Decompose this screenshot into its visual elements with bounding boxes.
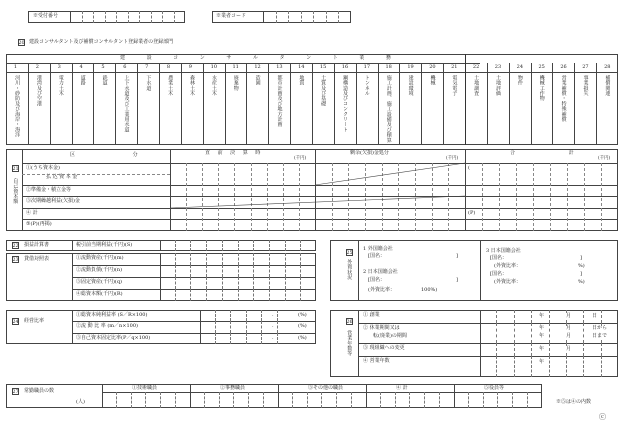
business-label-20[interactable]: 機械 bbox=[429, 75, 436, 86]
foreign-item-3-bracket-1: ] bbox=[580, 255, 582, 261]
capital-prev-header: 直 前 決 算 時 bbox=[205, 150, 264, 156]
business-label-6[interactable]: 上下水道及び工業用水道 bbox=[123, 75, 130, 133]
business-label-19[interactable]: 建設環境 bbox=[407, 75, 414, 96]
business-label-8[interactable]: 農業土木 bbox=[167, 75, 174, 96]
business-table-title: 建 設 コ ン サ ル タ ン ト 業 務 bbox=[120, 55, 401, 61]
foreign-item-2: 2 日本国籍会社 bbox=[363, 269, 398, 275]
years-item-4: ④ 営業年数 bbox=[363, 358, 390, 364]
capital-prev-unit: (千円) bbox=[294, 156, 307, 161]
ratio-unit-2: (%) bbox=[298, 334, 307, 341]
staff-col-0: ①技術職員 bbox=[132, 385, 158, 391]
business-number-21: 21 bbox=[451, 64, 458, 70]
business-number-28: 28 bbox=[604, 64, 611, 70]
foreign-item-1: 1 外国籍会社 bbox=[363, 246, 393, 252]
section-24-number: 24 bbox=[12, 318, 19, 325]
balance-item-3: ④総資本額(千円)(R) bbox=[76, 291, 123, 297]
business-label-23[interactable]: 土地評価 bbox=[495, 75, 502, 96]
staff-label: 常勤職員の数 bbox=[24, 388, 55, 394]
capital-surplus-header: 剰余(欠損)金処分 bbox=[350, 150, 389, 156]
business-label-15[interactable]: 土質及び基礎 bbox=[320, 75, 327, 107]
business-number-5: 5 bbox=[101, 64, 105, 70]
business-number-15: 15 bbox=[319, 64, 327, 70]
staff-value-0[interactable] bbox=[102, 392, 190, 408]
profit-value-cells[interactable] bbox=[160, 240, 316, 251]
receipt-label-text: ※受付番号 bbox=[33, 13, 59, 19]
ratio-value-2[interactable] bbox=[200, 333, 292, 344]
business-number-1: 1 bbox=[13, 64, 18, 70]
business-number-17: 17 bbox=[363, 64, 371, 70]
staff-unit: (人) bbox=[76, 399, 85, 405]
business-number-13: 13 bbox=[276, 64, 283, 70]
capital-kubun-header: 区 分 bbox=[70, 152, 166, 158]
balance-label: 貸借対照表 bbox=[24, 256, 50, 262]
years-year-1b: 年 bbox=[539, 333, 545, 339]
section-21-number: 21 bbox=[12, 165, 19, 172]
capital-row-label-0: ①(うち資本金) bbox=[26, 165, 60, 171]
business-label-24[interactable]: 物件 bbox=[516, 75, 523, 86]
years-to-1: 日まで bbox=[592, 333, 608, 339]
years-month-2: 月 bbox=[566, 346, 572, 352]
ratio-item-2: ③自己資本固定比率(P／q×100) bbox=[76, 334, 151, 341]
business-number-10: 10 bbox=[210, 64, 218, 70]
staff-col-4: ⑤役員等 bbox=[484, 385, 505, 391]
foreign-item-3-bracket-2: ] bbox=[580, 271, 582, 277]
business-number-18: 18 bbox=[385, 64, 392, 70]
business-number-14: 14 bbox=[298, 64, 305, 70]
years-item-0: ① 創業 bbox=[363, 312, 380, 318]
business-number-16: 16 bbox=[341, 64, 349, 70]
section-27-number: 27 bbox=[12, 388, 19, 395]
years-item-1: ② 休業期間又は bbox=[363, 325, 400, 331]
foreign-item-3: 3 日本国籍会社 bbox=[486, 248, 521, 254]
business-label-25[interactable]: 機械工作物 bbox=[538, 75, 545, 101]
years-item-3: ③ 現組織への変更 bbox=[363, 345, 405, 351]
ratio-dot-2: . bbox=[272, 334, 274, 341]
capital-row-label-3: ③次期繰越利益(欠損)金 bbox=[26, 198, 80, 204]
foreign-item-2-bracket: ] bbox=[456, 277, 458, 283]
balance-value-0[interactable] bbox=[160, 253, 316, 265]
business-label-14[interactable]: 地質 bbox=[298, 75, 305, 86]
capital-total-header: 合 計 bbox=[510, 150, 600, 156]
foreign-item-3-name-2: [国名： bbox=[490, 271, 507, 277]
profit-label: 損益計算書 bbox=[24, 242, 50, 248]
business-number-19: 19 bbox=[407, 64, 414, 70]
years-year-3: 年 bbox=[539, 359, 545, 365]
staff-value-2[interactable] bbox=[278, 392, 366, 408]
years-side-label: 営業年数等 bbox=[346, 330, 353, 356]
ratio-item-1: ②流 動 比 率 (m／n×100) bbox=[76, 323, 138, 330]
staff-note: ※⑤は④の内数 bbox=[556, 399, 592, 405]
business-label-17[interactable]: トンネル bbox=[363, 75, 370, 96]
section-26-number: 26 bbox=[346, 318, 353, 325]
company-code-label: ※業者コード bbox=[216, 13, 247, 19]
business-number-2: 2 bbox=[35, 64, 39, 70]
years-year-1a: 年 bbox=[539, 325, 545, 331]
section-25-number: 25 bbox=[346, 249, 353, 256]
ratio-label: 経営比率 bbox=[24, 318, 45, 324]
section-20-title: 建設コンサルタント及び補償コンサルタント登録業者の登録部門 bbox=[29, 39, 174, 45]
years-month-0: 月 bbox=[566, 313, 572, 319]
years-from-1: 日から bbox=[592, 325, 608, 331]
foreign-item-3-name: [国名： bbox=[490, 255, 507, 261]
years-year-2: 年 bbox=[539, 346, 545, 352]
capital-row-label-4: ④ 計 bbox=[26, 210, 38, 216]
foreign-item-1-name: [国名： bbox=[368, 253, 385, 259]
staff-value-4[interactable] bbox=[454, 392, 542, 408]
years-value-3[interactable] bbox=[480, 356, 618, 377]
business-label-7[interactable]: 下水道 bbox=[145, 75, 152, 91]
balance-item-2: ③固定資産(千円)(q) bbox=[76, 279, 123, 285]
business-label-28[interactable]: 補償関連 bbox=[604, 75, 611, 96]
ratio-value-1[interactable] bbox=[200, 321, 292, 332]
staff-value-1[interactable] bbox=[190, 392, 278, 408]
ratio-dot-1: . bbox=[272, 323, 274, 330]
business-label-4[interactable]: 道路 bbox=[79, 75, 86, 86]
staff-col-3: ④ 計 bbox=[396, 385, 408, 391]
foreign-item-3-pct-1: %) bbox=[578, 263, 585, 269]
ratio-unit-1: (%) bbox=[298, 323, 307, 330]
balance-value-2[interactable] bbox=[160, 277, 316, 289]
business-number-6: 6 bbox=[123, 64, 127, 70]
business-label-21[interactable]: 電気電子 bbox=[451, 75, 458, 96]
ratio-item-0: ①総資本純利益率 (S／R×100) bbox=[76, 312, 148, 318]
years-year-0: 年 bbox=[539, 313, 545, 319]
business-label-27[interactable]: 事業損失 bbox=[582, 75, 589, 96]
business-label-13[interactable]: 都市計画及び地方計画 bbox=[276, 75, 283, 127]
capital-total-paren: ( bbox=[468, 165, 470, 171]
years-day-0: 日 bbox=[592, 313, 598, 319]
business-number-3: 3 bbox=[57, 64, 61, 70]
capital-surplus-unit: (千円) bbox=[446, 156, 459, 161]
foreign-item-2-ratio: (外資比率： bbox=[368, 287, 395, 293]
section-23-number: 23 bbox=[12, 256, 19, 263]
capital-total-p: (P) bbox=[468, 210, 476, 216]
section-22-number: 22 bbox=[12, 242, 19, 249]
ratio-dot-0: . bbox=[272, 312, 274, 318]
business-number-12: 12 bbox=[254, 64, 261, 70]
foreign-side-label: 外資状況 bbox=[346, 259, 353, 280]
ratio-unit-0: (%) bbox=[298, 312, 307, 318]
years-item-2: 転(廃業)の期間 bbox=[373, 333, 407, 339]
business-number-27: 27 bbox=[582, 64, 589, 70]
business-label-10[interactable]: 水産土木 bbox=[210, 75, 217, 96]
business-label-3[interactable]: 電力土木 bbox=[57, 75, 64, 96]
business-number-4: 4 bbox=[79, 64, 83, 70]
foreign-item-1-bracket: ] bbox=[456, 253, 458, 259]
capital-row-label-5: ⑤(P)(再掲) bbox=[26, 221, 52, 227]
foreign-item-2-value: 100%) bbox=[421, 287, 438, 293]
business-number-9: 9 bbox=[188, 64, 192, 70]
business-label-16[interactable]: 鋼構造及びコンクリート bbox=[342, 75, 349, 133]
capital-total-unit: (千円) bbox=[598, 156, 611, 161]
balance-item-1: ②流動負債(千円)(n) bbox=[76, 267, 123, 273]
ratio-value-0[interactable] bbox=[200, 310, 292, 321]
business-label-22[interactable]: 土地調査 bbox=[473, 75, 480, 96]
business-label-1[interactable]: 河川・砂防及び海岸・海洋 bbox=[14, 75, 21, 138]
business-number-20: 20 bbox=[429, 64, 436, 70]
business-number-25: 25 bbox=[538, 64, 545, 70]
capital-row-label-1: 払 込 資 本 金 bbox=[46, 174, 78, 180]
business-label-11[interactable]: 廃棄物 bbox=[232, 75, 239, 91]
years-month-1a: 月 bbox=[566, 325, 572, 331]
business-label-12[interactable]: 造園 bbox=[254, 75, 261, 86]
years-month-1b: 月 bbox=[566, 333, 572, 339]
profit-item: 税引前当期利益(千円)(S) bbox=[76, 242, 133, 248]
business-number-24: 24 bbox=[516, 64, 524, 70]
years-value-0[interactable] bbox=[480, 310, 618, 323]
foreign-item-3-ratio-2: (外資比率： bbox=[494, 279, 521, 285]
section-20-number: 20 bbox=[18, 39, 25, 46]
business-label-9[interactable]: 森林土木 bbox=[189, 75, 196, 96]
balance-value-1[interactable] bbox=[160, 265, 316, 277]
business-number-7: 7 bbox=[145, 64, 149, 70]
business-label-5[interactable]: 鉄道 bbox=[101, 75, 108, 86]
business-number-11: 11 bbox=[232, 64, 239, 70]
business-label-18[interactable]: 施工計画、施工設備及び積算 bbox=[385, 75, 392, 143]
staff-value-3[interactable] bbox=[366, 392, 454, 408]
foreign-item-2-name: [国名： bbox=[368, 277, 385, 283]
balance-item-0: ①流動資産(千円)(m) bbox=[76, 255, 124, 261]
staff-col-1: ②事務職員 bbox=[220, 385, 246, 391]
balance-value-3[interactable] bbox=[160, 289, 316, 301]
business-number-22: 22 bbox=[472, 64, 480, 70]
staff-col-2: ③その他の職員 bbox=[308, 385, 344, 391]
business-label-2[interactable]: 港湾及び空港 bbox=[36, 75, 43, 107]
business-number-26: 26 bbox=[560, 64, 567, 70]
business-label-26[interactable]: 営業補償・特殊補償 bbox=[560, 75, 567, 122]
capital-side-label: 自己資本額 bbox=[12, 178, 19, 204]
business-number-8: 8 bbox=[166, 64, 171, 70]
copyright-mark: ⓒ bbox=[599, 413, 606, 421]
foreign-item-3-pct-2: %) bbox=[578, 279, 585, 285]
years-value-2[interactable] bbox=[480, 343, 618, 356]
capital-row-label-2: ②準備金・積立金等 bbox=[26, 187, 72, 193]
foreign-item-3-ratio-1: (外資比率： bbox=[494, 263, 521, 269]
business-number-23: 23 bbox=[494, 64, 502, 70]
